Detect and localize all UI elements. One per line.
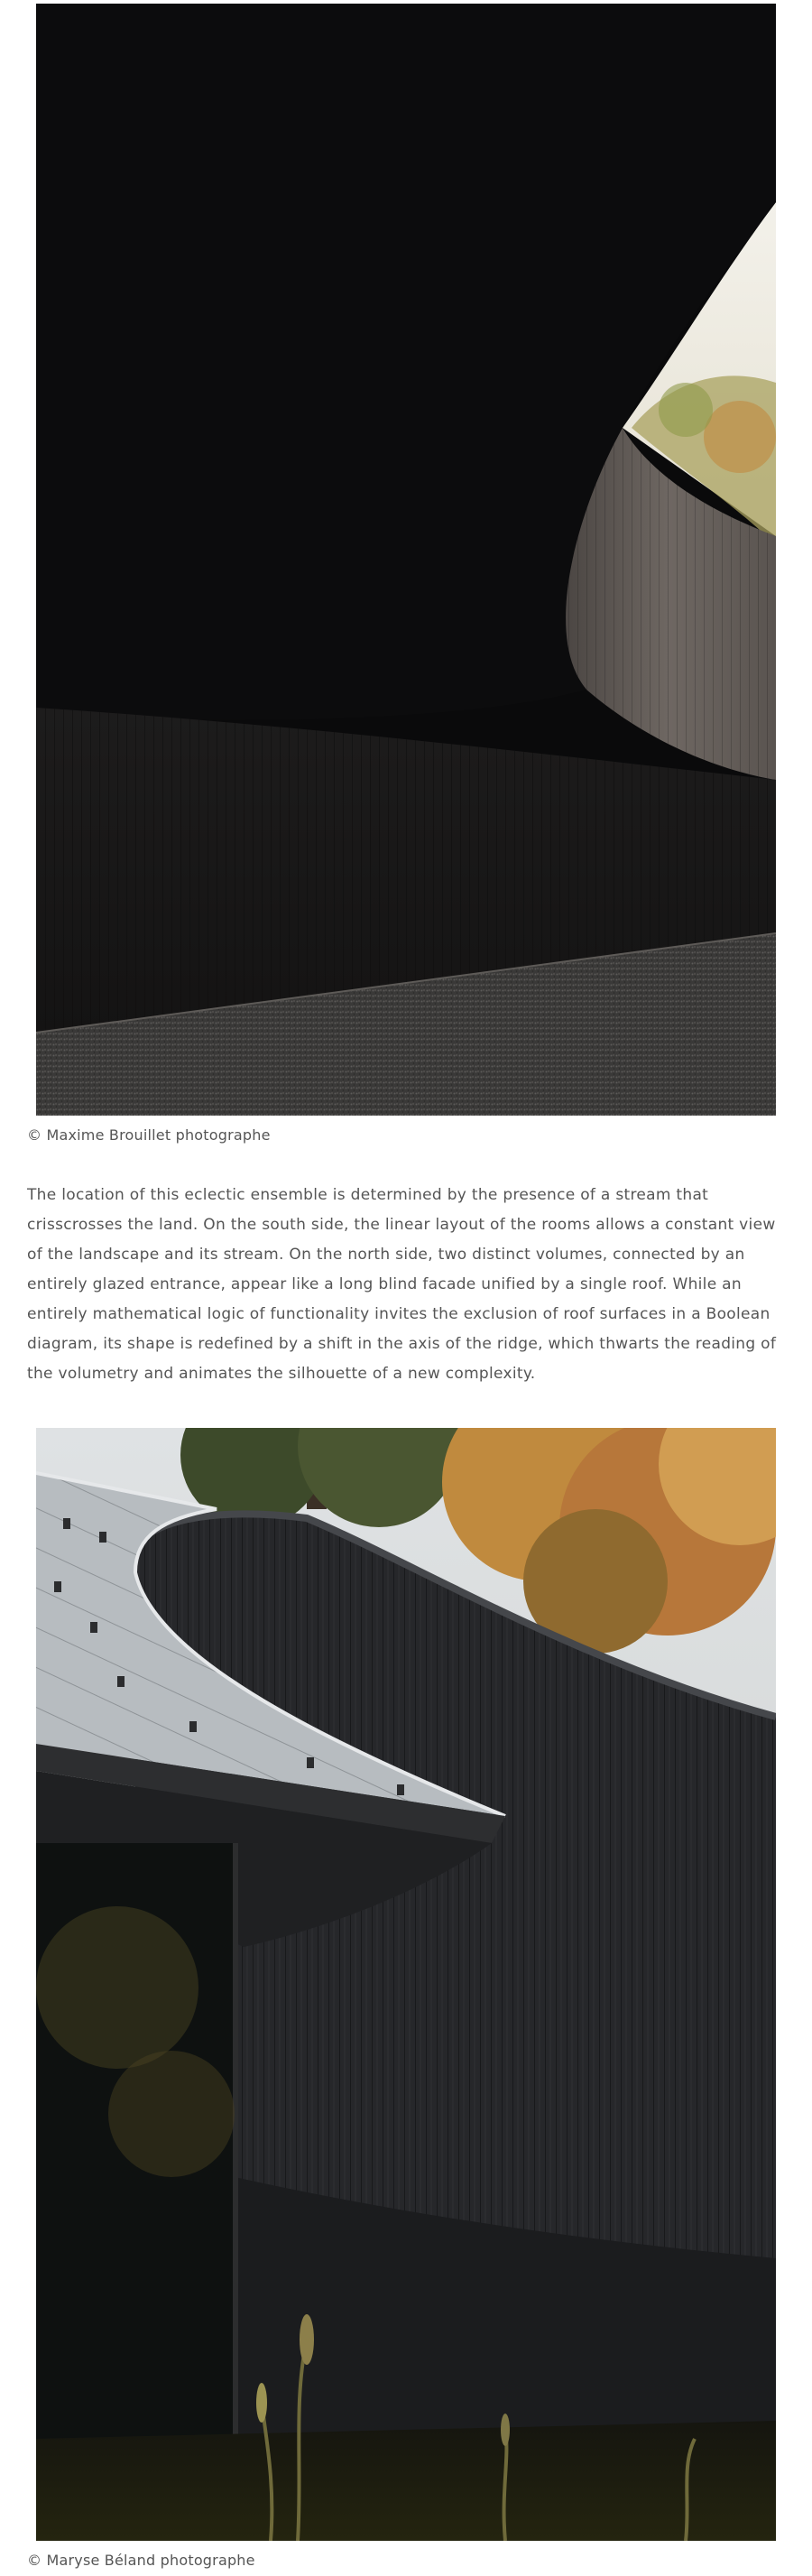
- photo-credit-caption: © Maxime Brouillet photographe: [27, 1126, 271, 1144]
- roof-facade-photo-graphic: [36, 1428, 776, 2541]
- architecture-photo-overhang: [36, 4, 776, 1116]
- article-paragraph: The location of this eclectic ensemble is determined by the presence of a stream that crisscrosses the land. On the south side, the linear layout of the rooms allows a constant view of the landscape and its stream. On the north side, two distinct volumes, connected by an entirely glazed entrance, appear like a long blind facade unified by a single roof. While an entirely mathematical logic of functionality invites the exclusion of roof surfaces in a Boolean diagram, its shape is redefined by a shift in the axis of the ridge, which thwarts the reading of the volumetry and animates the silhouette of a new complexity.: [27, 1186, 777, 1383]
- photo-credit-caption: © Maryse Béland photographe: [27, 2552, 255, 2569]
- architecture-photo-roof-facade: [36, 1428, 776, 2541]
- overhang-photo-graphic: [36, 4, 776, 1116]
